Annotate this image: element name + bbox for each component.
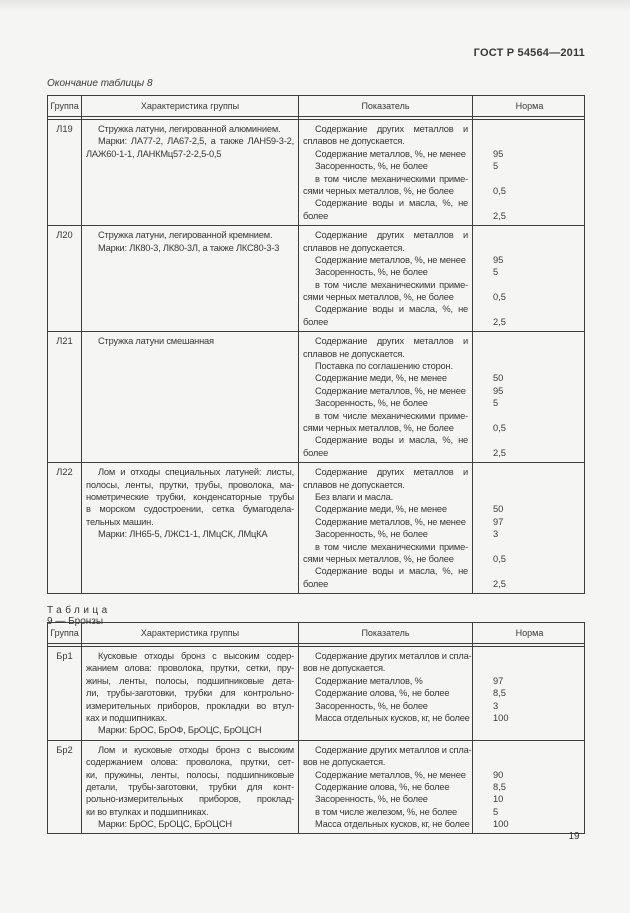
indicator-item xyxy=(303,712,468,724)
text-line: Марки: ЛА77-2, ЛА67-2,5, а также ЛАН59-3-2, xyxy=(98,136,294,147)
text-line: жанием олова: проволока, прутки, сетки, пру- xyxy=(86,663,294,674)
indicator-item xyxy=(303,516,468,528)
text-line: Засоренность, %, не более xyxy=(315,794,428,805)
text-line: Содержание других металлов и спла- xyxy=(315,651,472,661)
column-header: Группа xyxy=(48,96,82,116)
table-caption: Окончание таблицы 8 xyxy=(47,78,153,89)
characteristic-cell xyxy=(82,120,299,225)
table-caption xyxy=(47,605,585,627)
norm-cell xyxy=(473,741,586,834)
norm-value: 50 xyxy=(493,373,504,384)
column-header: Норма xyxy=(515,101,544,111)
indicator-item xyxy=(303,303,468,328)
norm-slot xyxy=(473,818,586,830)
norm-value: 0,5 xyxy=(493,292,506,303)
characteristic-cell xyxy=(82,226,299,331)
text-line: Содержание других металлов и спла- xyxy=(315,744,472,755)
text-line: тельных машин. xyxy=(86,516,154,527)
text-line: сями черных металлов, %, не более xyxy=(303,422,454,433)
indicator-item xyxy=(303,491,468,503)
indicator-item xyxy=(303,650,472,675)
indicator-item xyxy=(303,806,468,818)
norm-cell xyxy=(473,463,586,593)
norm-value: 0,5 xyxy=(493,423,506,434)
characteristic-cell xyxy=(82,647,299,740)
indicator-item xyxy=(303,254,468,266)
indicator-item xyxy=(303,335,468,360)
norm-value: 97 xyxy=(493,675,504,686)
norm-slot xyxy=(473,503,586,515)
text-line: рольно-измерительных приборов, проклад- xyxy=(86,794,294,805)
norm-value: 95 xyxy=(493,148,504,159)
text-line: Содержание меди, %, не менее xyxy=(315,373,447,384)
group-cell: Л22 xyxy=(48,463,82,593)
text-line: Марки: ЛН65-5, ЛЖС1-1, ЛМцСК, ЛМцКА xyxy=(98,529,268,540)
text-line: Стружка латуни, легированной кремнием. xyxy=(98,230,273,241)
text-line: жины, ленты, полосы, подшипниковые дета- xyxy=(86,675,294,686)
text-line: Содержание металлов, % xyxy=(315,675,423,686)
group-cell: Бр1 xyxy=(48,647,82,740)
norm-slot xyxy=(473,304,586,329)
indicator-item xyxy=(303,744,472,769)
norm-slot xyxy=(473,769,586,781)
text-line: Содержание воды и масла, %, не xyxy=(315,435,468,446)
indicator-item xyxy=(303,541,468,566)
text-line: сями черных металлов, %, не более xyxy=(303,292,454,303)
norm-slot xyxy=(473,806,586,818)
indicator-item xyxy=(303,818,468,830)
column-header: Группа xyxy=(48,623,82,643)
table-row xyxy=(48,332,584,463)
characteristic-cell xyxy=(82,463,299,593)
indicator-item xyxy=(303,565,468,590)
norm-value: 97 xyxy=(493,516,504,527)
text-line: Лом и кусковые отходы бронз с высоким xyxy=(98,744,294,755)
column-header: Показатель xyxy=(299,623,473,643)
indicator-item xyxy=(303,160,468,172)
text-line: ках и подшипниках. xyxy=(86,712,167,723)
table-header-row xyxy=(48,623,584,644)
text-line: детали, трубы-заготовки, трубки для конт- xyxy=(86,781,294,792)
norm-value: 0,5 xyxy=(493,185,506,196)
norm-slot xyxy=(473,744,586,769)
group-cell: Л21 xyxy=(48,332,82,462)
text-line: в том числе механическими приме- xyxy=(315,279,468,290)
indicator-item xyxy=(303,466,468,491)
table-row xyxy=(48,226,584,332)
table-row xyxy=(48,741,584,834)
indicator-item xyxy=(303,229,468,254)
caption-rest: 9 — Бронзы xyxy=(47,616,104,627)
characteristic-cell xyxy=(82,741,299,834)
text-line: Содержание олова, %, не более xyxy=(315,688,450,699)
caption-word: Таблица xyxy=(47,605,111,616)
text-line: более xyxy=(303,447,329,458)
text-line: сплавов не допускается. xyxy=(303,136,405,147)
text-line: Содержание металлов, %, не менее xyxy=(315,385,466,396)
indicator-item xyxy=(303,410,468,435)
table xyxy=(47,622,585,834)
norm-value: 2,5 xyxy=(493,316,506,327)
text-line: Содержание металлов, %, не менее xyxy=(315,516,466,527)
norm-slot xyxy=(473,229,586,254)
norm-value: 3 xyxy=(493,700,499,711)
text-line: Кусковые отходы бронз с высоким содер- xyxy=(98,651,294,661)
indicator-cell xyxy=(299,463,473,593)
text-line: в том числе механическими приме- xyxy=(315,173,468,184)
norm-value: 100 xyxy=(493,819,509,830)
text-line: Лом и отходы специальных латуней: листы, xyxy=(98,467,294,478)
text-line: Засоренность, %, не более xyxy=(315,267,428,278)
indicator-item xyxy=(303,279,468,304)
indicator-item xyxy=(303,769,468,781)
norm-value: 100 xyxy=(493,712,509,723)
indicator-item xyxy=(303,148,468,160)
norm-slot xyxy=(473,148,586,160)
column-header: Характеристика группы xyxy=(82,623,299,643)
text-line: сями черных металлов, %, не более xyxy=(303,185,454,196)
indicator-cell xyxy=(299,332,473,462)
text-line: ЛАЖ60-1-1, ЛАНКМц57-2-2,5-0,5 xyxy=(86,148,222,159)
norm-slot xyxy=(473,335,586,360)
text-line: Содержание воды и масла, %, не xyxy=(315,566,468,577)
group-cell: Л19 xyxy=(48,120,82,225)
indicator-item xyxy=(303,123,468,148)
text-line: Засоренность, %, не более xyxy=(315,700,428,711)
norm-slot xyxy=(473,397,586,409)
norm-slot xyxy=(473,160,586,172)
indicator-item xyxy=(303,385,468,397)
table-9-bronzes xyxy=(47,605,585,834)
norm-slot xyxy=(473,712,586,724)
norm-cell xyxy=(473,647,586,740)
column-header: Показатель xyxy=(299,96,473,116)
norm-slot xyxy=(473,123,586,148)
norm-value: 95 xyxy=(493,385,504,396)
text-line: полосы, ленты, прутки, трубы, проволока, ма- xyxy=(86,479,294,490)
indicator-item xyxy=(303,397,468,409)
norm-cell xyxy=(473,120,586,225)
text-line: Содержание олова, %, не более xyxy=(315,781,450,792)
norm-cell xyxy=(473,332,586,462)
indicator-item xyxy=(303,700,468,712)
norm-value: 3 xyxy=(493,529,499,540)
text-line: сями черных металлов, %, не более xyxy=(303,553,454,564)
norm-slot xyxy=(473,410,586,435)
column-header: Норма xyxy=(515,628,544,638)
text-line: Содержание воды и масла, %, не xyxy=(315,304,468,315)
text-line: сплавов не допускается. xyxy=(303,242,405,253)
text-line: в том числе механическими приме- xyxy=(315,541,468,552)
table-8-continuation-brass xyxy=(47,78,585,594)
indicator-item xyxy=(303,197,468,222)
norm-value: 5 xyxy=(493,161,499,172)
indicator-item xyxy=(303,173,468,198)
text-line: сплавов не допускается. xyxy=(303,479,405,490)
norm-value: 95 xyxy=(493,254,504,265)
text-line: Содержание других металлов и xyxy=(315,124,468,134)
table-row xyxy=(48,647,584,741)
norm-value: 8,5 xyxy=(493,781,506,792)
text-line: ки во втулках и подшипниках. xyxy=(86,806,209,817)
text-line: Засоренность, %, не более xyxy=(315,161,428,172)
indicator-item xyxy=(303,372,468,384)
column-header: Характеристика группы xyxy=(82,96,299,116)
text-line: более xyxy=(303,316,329,327)
text-line: Содержание других металлов и xyxy=(315,336,468,347)
text-line: Марки: БрОС, БрОЦС, БрОЦСН xyxy=(98,819,232,830)
text-line: Содержание других металлов и xyxy=(315,230,468,241)
norm-slot xyxy=(473,372,586,384)
indicator-item xyxy=(303,793,468,805)
norm-value: 10 xyxy=(493,794,504,805)
text-line: Стружка латуни смешанная xyxy=(98,336,214,347)
characteristic-cell xyxy=(82,332,299,462)
norm-slot xyxy=(473,491,586,503)
indicator-item xyxy=(303,266,468,278)
text-line: более xyxy=(303,578,329,589)
norm-slot xyxy=(473,266,586,278)
norm-slot xyxy=(473,197,586,222)
indicator-cell xyxy=(299,226,473,331)
norm-value: 2,5 xyxy=(493,578,506,589)
text-line: в том числе механическими приме- xyxy=(315,410,468,421)
norm-slot xyxy=(473,541,586,566)
norm-value: 90 xyxy=(493,769,504,780)
table-header-row xyxy=(48,96,584,117)
text-line: в том числе железом, %, не более xyxy=(315,806,458,817)
text-line: Марки: ЛК80-3, ЛК80-3Л, а также ЛКС80-3-3 xyxy=(98,242,280,253)
norm-slot xyxy=(473,385,586,397)
page-number: 19 xyxy=(568,831,580,842)
norm-value: 2,5 xyxy=(493,447,506,458)
norm-slot xyxy=(473,687,586,699)
norm-value: 0,5 xyxy=(493,553,506,564)
text-line: Стружка латуни, легированной алюминием. xyxy=(98,124,281,134)
text-line: Содержание воды и масла, %, не xyxy=(315,198,468,209)
text-line: Содержание металлов, %, не менее xyxy=(315,254,466,265)
group-cell: Бр2 xyxy=(48,741,82,834)
text-line: Без влаги и масла. xyxy=(315,491,393,502)
norm-slot xyxy=(473,254,586,266)
text-line: измерительных приборов, прокладки во втул- xyxy=(86,700,294,711)
norm-slot xyxy=(473,466,586,491)
text-line: вов не допускается. xyxy=(303,663,386,674)
indicator-item xyxy=(303,781,468,793)
norm-value: 50 xyxy=(493,504,504,515)
text-line: более xyxy=(303,210,329,221)
indicator-cell xyxy=(299,120,473,225)
text-line: сплавов не допускается. xyxy=(303,348,405,359)
text-line: Засоренность, %, не более xyxy=(315,398,428,409)
norm-value: 8,5 xyxy=(493,688,506,699)
text-line: Поставка по соглашению сторон. xyxy=(315,361,453,372)
text-line: Содержание других металлов и xyxy=(315,467,468,478)
norm-slot xyxy=(473,279,586,304)
norm-slot xyxy=(473,173,586,198)
text-line: нометрические трубки, конденсаторные трубы xyxy=(86,491,294,502)
norm-slot xyxy=(473,700,586,712)
text-line: ли, трубы-заготовки, трубки для контрольно- xyxy=(86,688,294,699)
table xyxy=(47,95,585,594)
text-line: ки, пружины, ленты, полосы, подшипниковые xyxy=(86,769,294,780)
indicator-item xyxy=(303,503,468,515)
indicator-item xyxy=(303,528,468,540)
norm-value: 5 xyxy=(493,398,499,409)
text-line: Содержание металлов, %, не менее xyxy=(315,148,466,159)
indicator-item xyxy=(303,360,468,372)
norm-slot xyxy=(473,528,586,540)
indicator-item xyxy=(303,675,468,687)
text-line: Марки: БрОС, БрОФ, БрОЦС, БрОЦСН xyxy=(98,725,262,736)
document-code: ГОСТ Р 54564—2011 xyxy=(473,47,585,59)
norm-slot xyxy=(473,516,586,528)
indicator-cell xyxy=(299,741,473,834)
text-line: Масса отдельных кусков, кг, не более xyxy=(315,819,470,830)
text-line: вов не допускается. xyxy=(303,757,386,768)
text-line: содержанием олова: проволока, прутки, сет- xyxy=(86,757,294,768)
text-line: Содержание металлов, %, не менее xyxy=(315,769,466,780)
indicator-item xyxy=(303,687,468,699)
norm-cell xyxy=(473,226,586,331)
norm-slot xyxy=(473,793,586,805)
text-line: в морском судостроении, сетка бумагодела- xyxy=(86,504,294,515)
norm-slot xyxy=(473,434,586,459)
norm-slot xyxy=(473,781,586,793)
group-cell: Л20 xyxy=(48,226,82,331)
text-line: Засоренность, %, не более xyxy=(315,529,428,540)
norm-value: 5 xyxy=(493,267,499,278)
norm-slot xyxy=(473,650,586,675)
norm-slot xyxy=(473,565,586,590)
table-row xyxy=(48,463,584,593)
indicator-item xyxy=(303,434,468,459)
norm-slot xyxy=(473,360,586,372)
norm-slot xyxy=(473,675,586,687)
text-line: Содержание меди, %, не менее xyxy=(315,504,447,515)
norm-value: 5 xyxy=(493,806,499,817)
table-row xyxy=(48,120,584,226)
text-line: Масса отдельных кусков, кг, не более xyxy=(315,712,470,723)
norm-value: 2,5 xyxy=(493,210,506,221)
indicator-cell xyxy=(299,647,473,740)
